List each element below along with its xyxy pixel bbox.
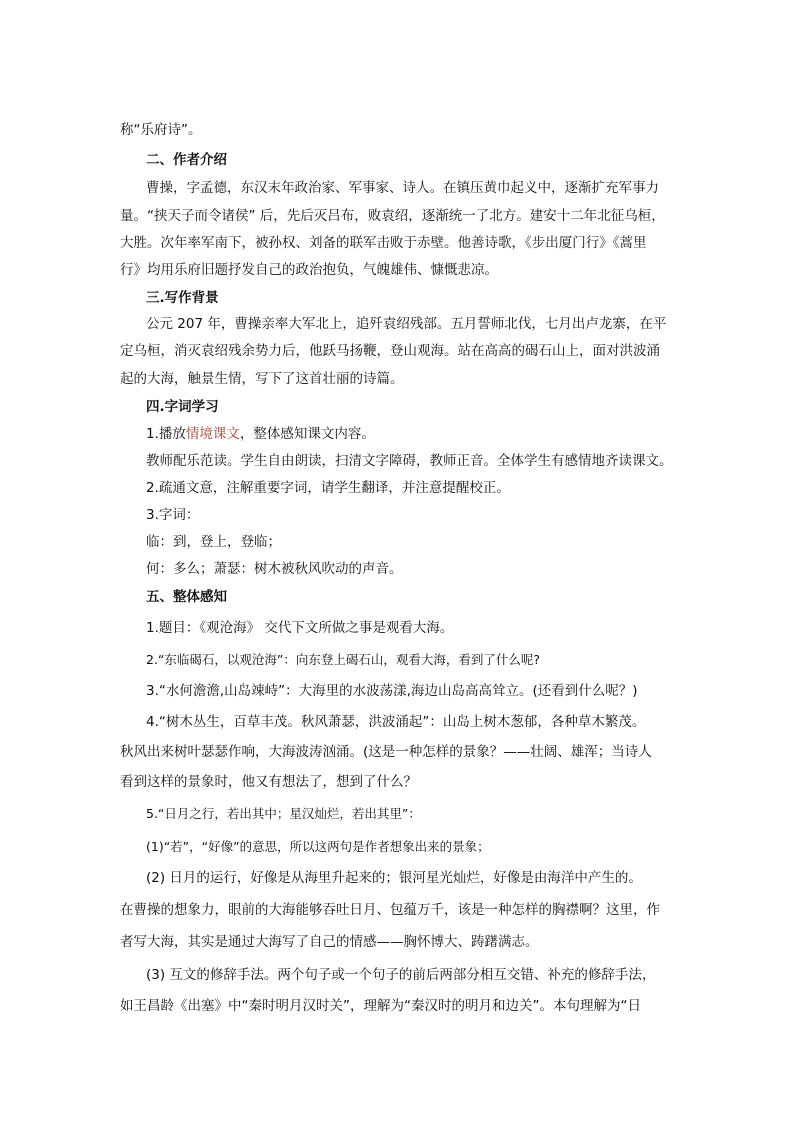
paragraph-line: 1.题目：《观沧海》 交代下文所做之事是观看大海。	[146, 620, 454, 636]
paragraph-line: 5.“日月之行，若出其中；星汉灿烂，若出其里”：	[146, 806, 421, 821]
paragraph-line: 如王昌龄《出塞》中“秦时明月汉时关”，理解为“秦汉时的明月和边关”。本句理解为“日	[120, 998, 641, 1014]
section-heading: 四.字词学习	[146, 399, 219, 415]
paragraph-line: 起的大海，触景生情，写下了这首壮丽的诗篇。	[120, 371, 404, 387]
paragraph-line	[146, 424, 375, 444]
paragraph-line: 在曹操的想象力，眼前的大海能够吞吐日月、包蕴万千，该是一种怎样的胸襟啊？这里，作	[120, 902, 660, 918]
paragraph-line: 看到这样的景象时，他又有想法了，想到了什么？	[120, 774, 417, 790]
paragraph-line: 秋风出来树叶瑟瑟作响，大海波涛汹涌。(这是一种怎样的景象？——壮阔、雄浑；当诗人	[120, 744, 652, 760]
paragraph-line: 2.疏通文意，注解重要字词，请学生翻译，并注意提醒校正。	[146, 480, 510, 496]
paragraph-line: 称“乐府诗”。	[120, 122, 202, 138]
section-heading: 五、整体感知	[146, 589, 227, 605]
paragraph-line: 公元 207 年，曹操亲率大军北上，追歼袁绍残部。五月誓师北伐，七月出卢龙寨，在平	[146, 316, 667, 332]
red-link-text: 情境课文	[185, 426, 240, 442]
section-heading: 二、作者介绍	[146, 152, 227, 168]
paragraph-line: 3.“水何澹澹,山岛竦峙”：大海里的水波荡漾,海边山岛高高耸立。(还看到什么呢？)	[146, 683, 638, 699]
paragraph-line: 行》均用乐府旧题抒发自己的政治抱负，气魄雄伟、慷慨悲凉。	[120, 262, 498, 278]
text-span: ，整体感知课文内容。	[239, 426, 375, 442]
paragraph-line: 3.字词：	[146, 507, 200, 523]
paragraph-line: 临：到，登上，登临；	[146, 534, 281, 550]
paragraph-line: 量。“挟天子而令诸侯” 后，先后灭吕布，败袁绍，逐渐统一了北方。建安十二年北征乌桓，	[120, 208, 665, 224]
paragraph-line: 何：多么；萧瑟：树木被秋风吹动的声音。	[146, 561, 403, 577]
paragraph-line: 者写大海，其实是通过大海写了自己的情感——胸怀博大、踌躇满志。	[120, 934, 539, 950]
paragraph-line: 教师配乐范读。学生自由朗读，扫清文字障碍，教师正音。全体学生有感情地齐读课文。	[146, 453, 673, 469]
paragraph-line: (1)“若”，“好像”的意思，所以这两句是作者想象出来的景象；	[146, 839, 490, 854]
text-span: 1.播放	[146, 426, 186, 442]
paragraph-line: 定乌桓，消灭袁绍残余势力后，他跃马扬鞭，登山观海。站在高高的碣石山上，面对洪波涌	[120, 343, 660, 359]
paragraph-line: (2) 日月的运行，好像是从海里升起来的；银河星光灿烂，好像是由海洋中产生的。	[146, 870, 642, 886]
section-heading: 三.写作背景	[146, 290, 219, 306]
paragraph-line: 曹操，字孟德，东汉末年政治家、军事家、诗人。在镇压黄巾起义中，逐渐扩充军事力	[146, 180, 659, 196]
paragraph-line: 大胜。次年率军南下，被孙权、刘备的联军击败于赤壁。他善诗歌，《步出厦门行》《蒿里	[120, 235, 647, 251]
paragraph-line: 4.“树木丛生，百草丰茂。秋风萧瑟，洪波涌起”：山岛上树木葱郁，各种草木繁茂。	[146, 714, 646, 730]
paragraph-line: (3) 互文的修辞手法。两个句子或一个句子的前后两部分相互交错、补充的修辞手法，	[146, 967, 656, 983]
paragraph-line: 2.“东临碣石，以观沧海”：向东登上碣石山，观看大海，看到了什么呢?	[146, 652, 541, 667]
